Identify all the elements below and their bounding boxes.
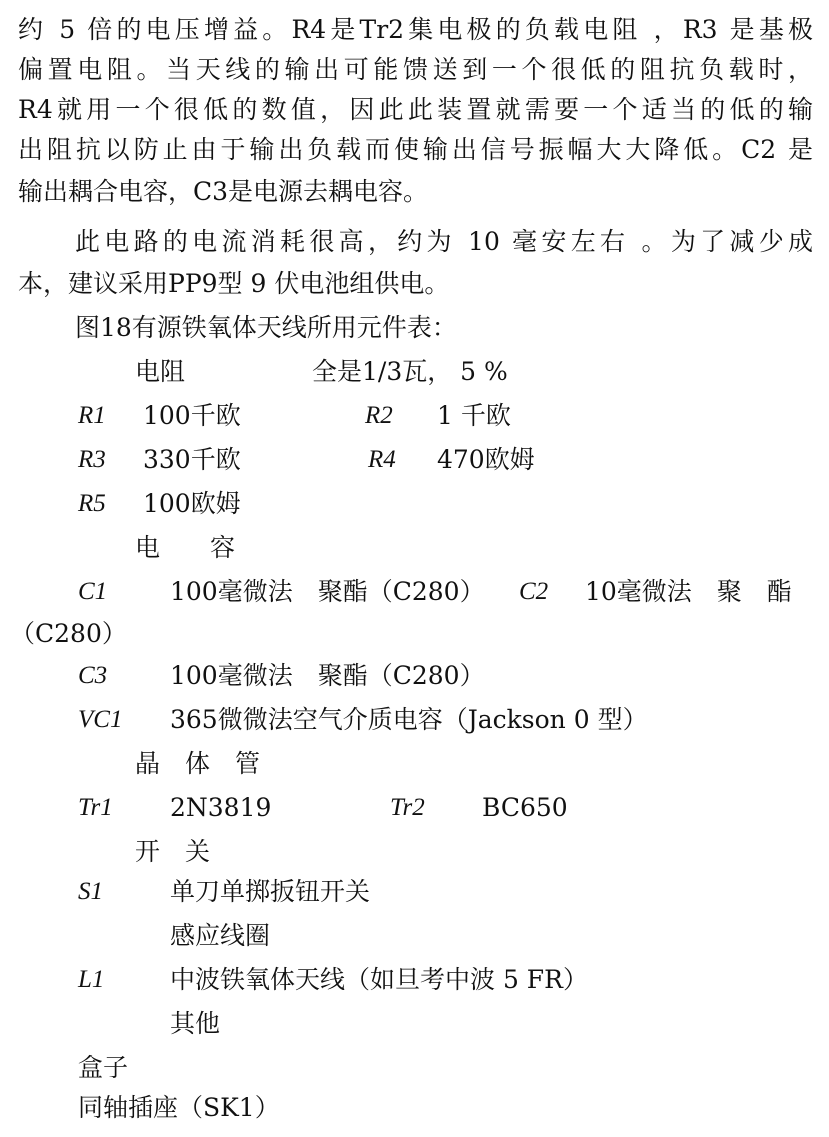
resistor-r4-ref: R4 bbox=[368, 446, 396, 473]
paragraph1-line-4: 出阻抗以防止由于输出负载而使输出信号振幅大大降低。C2 是 bbox=[18, 135, 813, 164]
paragraph2-line-2: 本，建议采用PP9型 9 伏电池组供电。 bbox=[18, 269, 450, 298]
paragraph1-line-2: 偏置电阻。当天线的输出可能馈送到一个很低的阻抗负载时， bbox=[18, 55, 813, 84]
capacitor-c1-value: 100毫微法 聚酯（C280） bbox=[170, 577, 485, 606]
capacitor-vc1-ref: VC1 bbox=[78, 706, 123, 733]
capacitor-c1-ref: C1 bbox=[78, 578, 108, 605]
switches-heading: 开 关 bbox=[135, 837, 211, 866]
capacitor-c3-ref: C3 bbox=[78, 662, 108, 689]
resistor-r2-ref: R2 bbox=[365, 402, 393, 429]
resistors-note: 全是1/3瓦， 5 % bbox=[312, 357, 508, 386]
resistor-r5-value: 100欧姆 bbox=[143, 489, 241, 518]
capacitor-vc1-value: 365微微法空气介质电容（Jackson 0 型） bbox=[170, 705, 648, 734]
resistor-r3-ref: R3 bbox=[78, 446, 106, 473]
paragraph2-line-1: 此电路的电流消耗很高，约为 10 毫安左右 。为了减少成 bbox=[75, 227, 813, 256]
resistor-r5-ref: R5 bbox=[78, 490, 106, 517]
transistors-heading: 晶 体 管 bbox=[135, 749, 261, 778]
resistor-r1-value: 100千欧 bbox=[143, 401, 241, 430]
coil-l1-ref: L1 bbox=[78, 966, 105, 993]
resistors-heading: 电阻 bbox=[135, 357, 186, 386]
capacitor-c2-wrap: （C280） bbox=[10, 619, 127, 648]
switch-s1-ref: S1 bbox=[78, 878, 103, 905]
capacitor-c2-ref: C2 bbox=[519, 578, 549, 605]
misc-heading: 其他 bbox=[170, 1009, 221, 1038]
capacitors-heading: 电 容 bbox=[135, 533, 236, 562]
parts-list-caption: 图18有源铁氧体天线所用元件表： bbox=[75, 313, 457, 342]
coils-heading: 感应线圈 bbox=[170, 921, 271, 950]
coil-l1-value: 中波铁氧体天线（如旦考中波 5 FR） bbox=[170, 965, 588, 994]
transistor-tr1-value: 2N3819 bbox=[170, 793, 272, 822]
switch-s1-value: 单刀单掷扳钮开关 bbox=[170, 877, 371, 906]
paragraph1-line-5: 输出耦合电容，C3是电源去耦电容。 bbox=[18, 177, 429, 206]
paragraph1-line-3: R4就用一个很低的数值，因此此装置就需要一个适当的低的输 bbox=[18, 95, 813, 124]
paragraph1-line-1: 约 5 倍的电压增益。R4是Tr2集电极的负载电阻 ，R3 是基极 bbox=[18, 15, 813, 44]
transistor-tr1-ref: Tr1 bbox=[78, 794, 113, 821]
capacitor-c2-value: 10毫微法 聚 酯 bbox=[585, 577, 792, 606]
misc-box: 盒子 bbox=[78, 1053, 129, 1082]
resistor-r3-value: 330千欧 bbox=[143, 445, 241, 474]
capacitor-c3-value: 100毫微法 聚酯（C280） bbox=[170, 661, 485, 690]
resistor-r2-value: 1 千欧 bbox=[437, 401, 511, 430]
misc-coax-socket: 同轴插座（SK1） bbox=[78, 1093, 280, 1122]
transistor-tr2-ref: Tr2 bbox=[390, 794, 425, 821]
transistor-tr2-value: BC650 bbox=[482, 793, 568, 822]
resistor-r4-value: 470欧姆 bbox=[437, 445, 535, 474]
resistor-r1-ref: R1 bbox=[78, 402, 106, 429]
